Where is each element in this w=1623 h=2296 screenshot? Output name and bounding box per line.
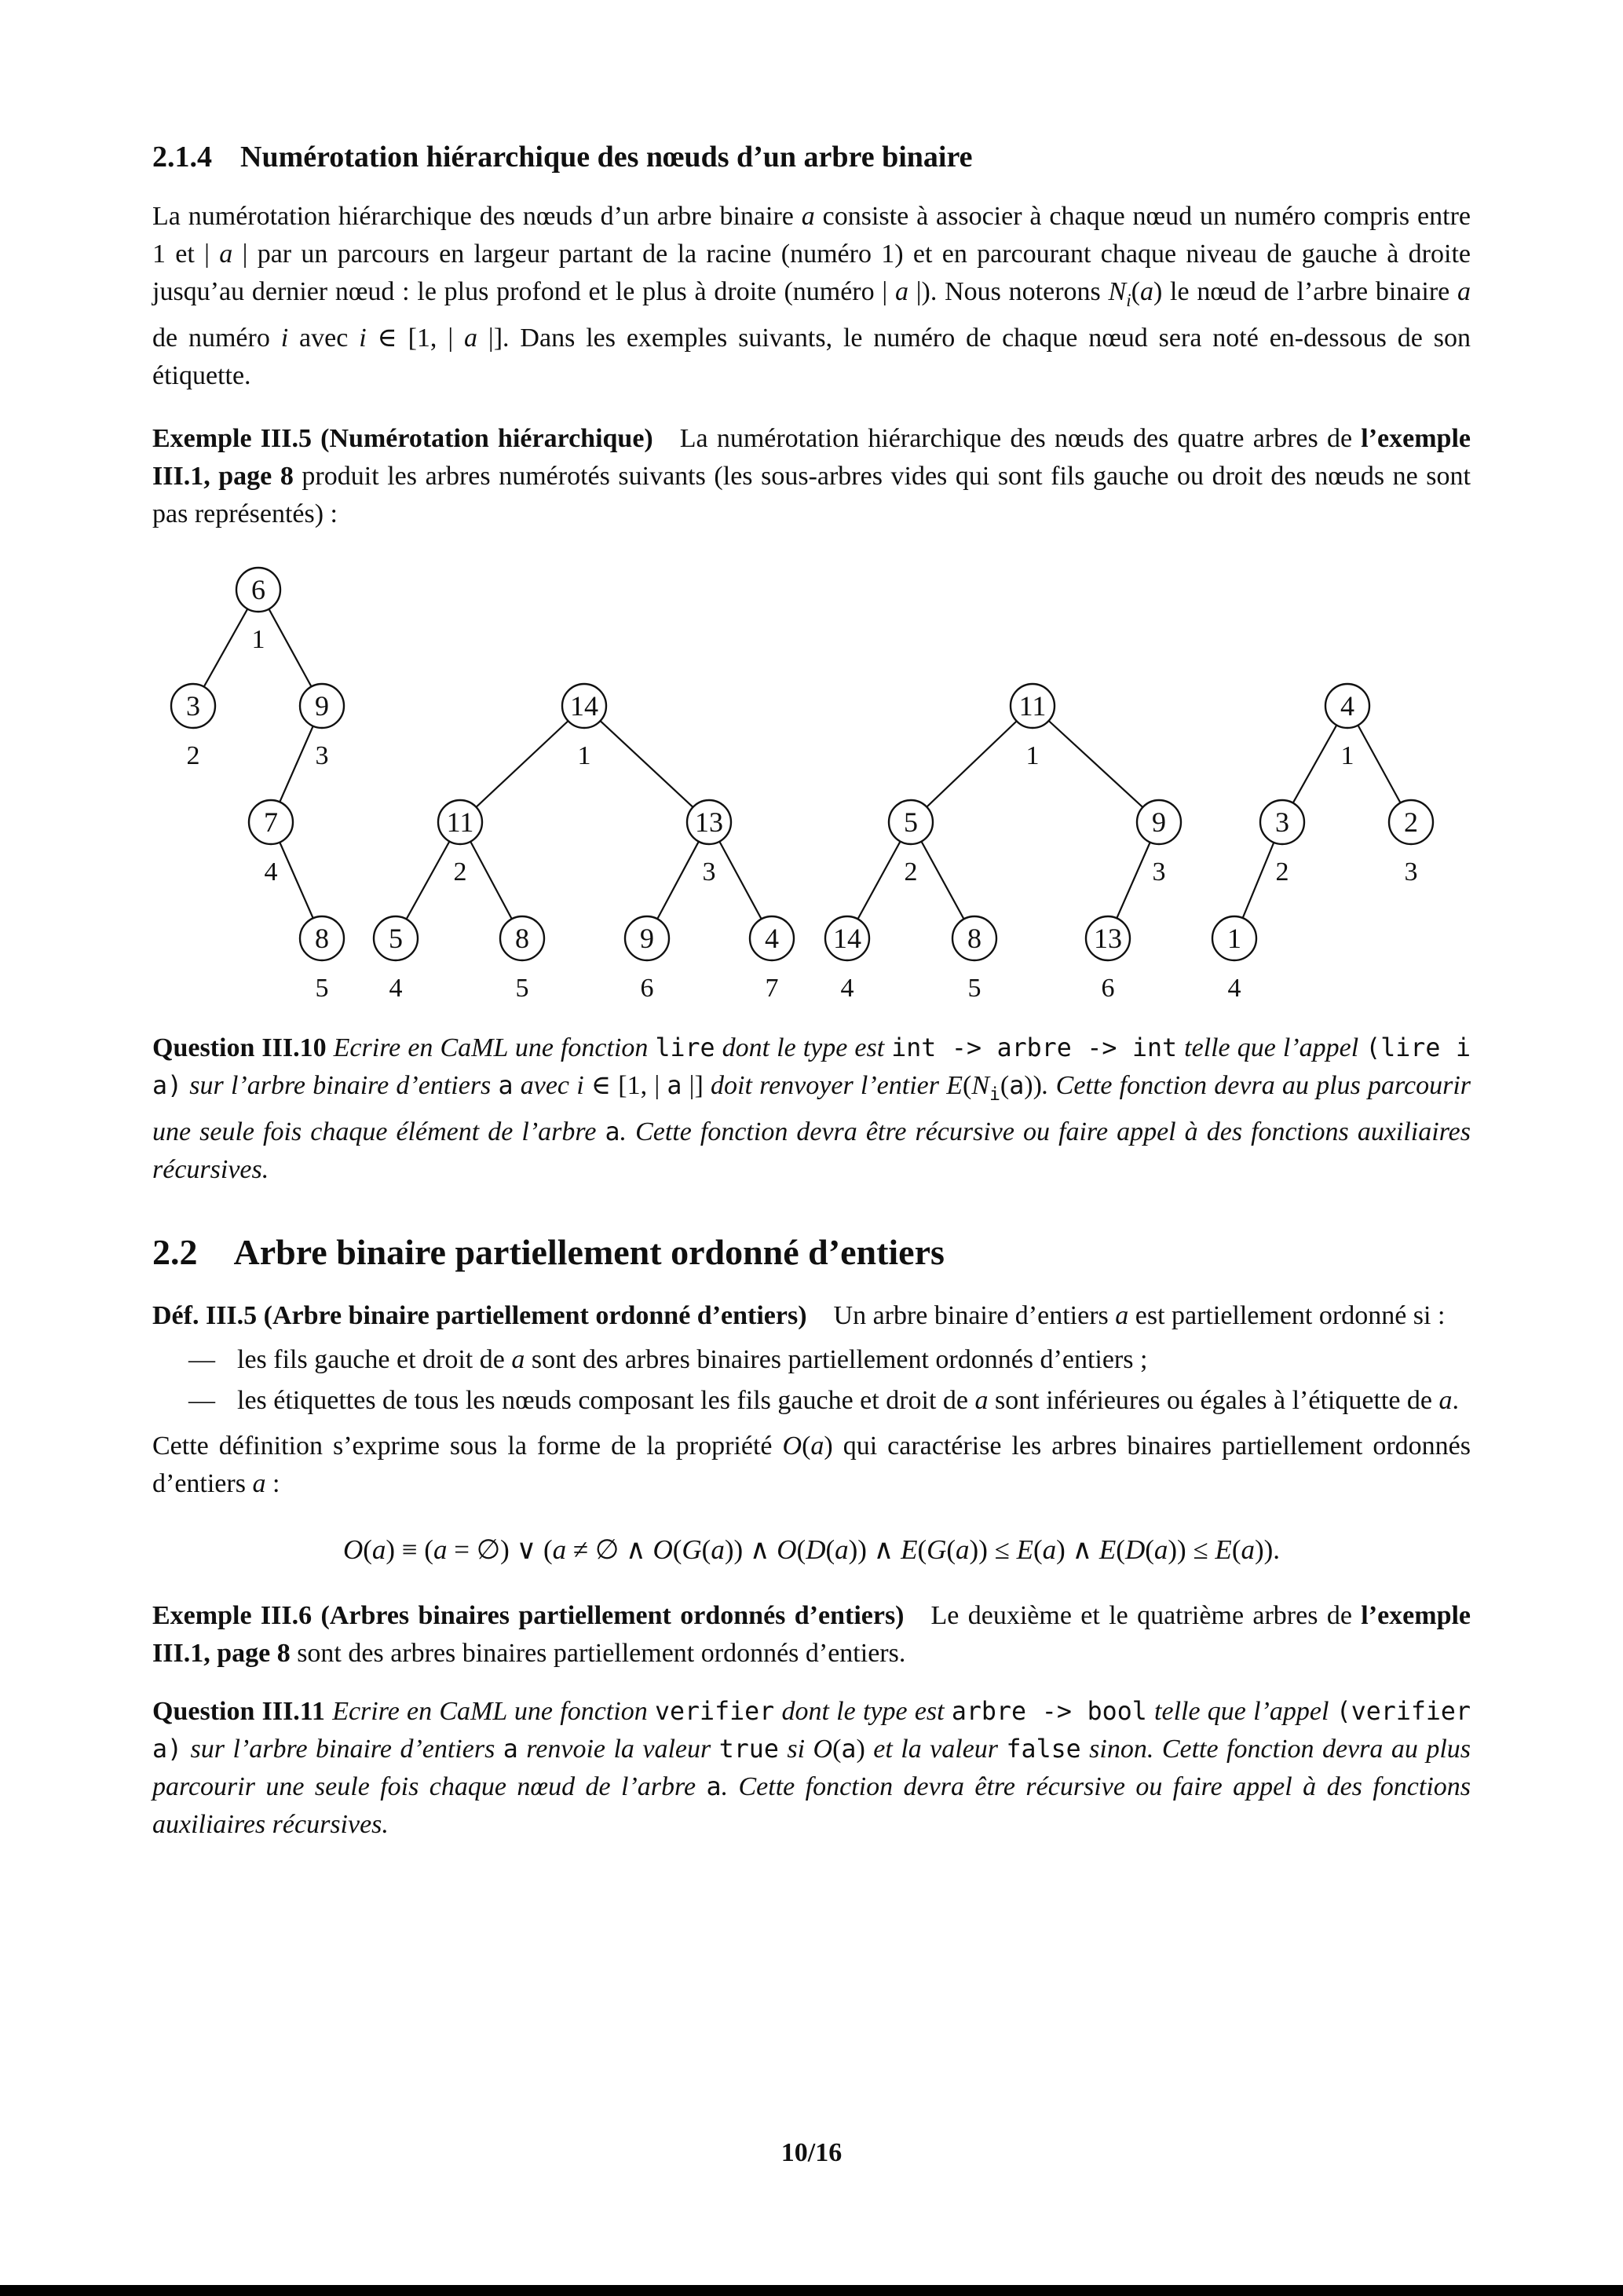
formula-partial-order bbox=[152, 1531, 1471, 1569]
text-run: a bbox=[219, 239, 233, 269]
paragraph-exemple-iii5 bbox=[152, 420, 1471, 533]
tree-node-label: 5 bbox=[904, 806, 918, 838]
text-run: a bbox=[1241, 1534, 1255, 1565]
definition-list bbox=[152, 1341, 1471, 1420]
text-run: a bbox=[1438, 1385, 1453, 1415]
text-run: et la valeur bbox=[865, 1734, 1007, 1764]
text-run: ) bbox=[856, 1734, 865, 1764]
text-run: est partiellement ordonné si : bbox=[1128, 1300, 1446, 1330]
text-run: lire bbox=[655, 1033, 715, 1062]
text-run: ( bbox=[1145, 1534, 1154, 1565]
text-run: i bbox=[576, 1070, 584, 1100]
text-run: La numérotation hiérarchique des nœuds des quatre arbres de bbox=[652, 423, 1362, 453]
text-run: true bbox=[718, 1735, 779, 1764]
binary-tree-2 bbox=[374, 684, 794, 1003]
tree-node-label: 14 bbox=[833, 922, 861, 954]
paragraph-intro bbox=[152, 198, 1471, 395]
text-run: ( bbox=[672, 1534, 682, 1565]
text-run: a bbox=[511, 1344, 525, 1374]
section-number: 2.2 bbox=[152, 1231, 198, 1272]
tree-edge bbox=[1033, 706, 1159, 822]
tree-node-label: 4 bbox=[1340, 689, 1354, 722]
tree-node-number: 3 bbox=[1152, 857, 1166, 887]
list-item bbox=[152, 1382, 1471, 1420]
binary-tree-1 bbox=[171, 568, 344, 1003]
paragraph-def-iii5 bbox=[152, 1297, 1471, 1335]
text-run: renvoie la valeur bbox=[517, 1734, 719, 1764]
text-run: O bbox=[813, 1734, 833, 1764]
binary-tree-4 bbox=[1212, 684, 1433, 1003]
text-run: avec bbox=[513, 1070, 577, 1100]
list-item bbox=[152, 1341, 1471, 1379]
text-run: i bbox=[280, 323, 289, 353]
text-run: )) ∧ bbox=[848, 1534, 901, 1565]
text-run: Dans les exemples suivants, le numéro de chaque nœud sera noté en-dessous de son étiquette. bbox=[152, 323, 1471, 390]
text-run: a bbox=[706, 1772, 722, 1801]
tree-node-number: 4 bbox=[840, 973, 854, 1003]
tree-node-label: 11 bbox=[446, 806, 474, 838]
tree-node-number: 5 bbox=[315, 973, 329, 1003]
text-run: Un arbre binaire d’entiers bbox=[806, 1300, 1116, 1330]
text-run: a bbox=[667, 1071, 682, 1100]
text-run: i bbox=[359, 323, 367, 353]
text-run: a bbox=[841, 1735, 857, 1764]
section-title: Arbre binaire partiellement ordonné d’entiers bbox=[233, 1231, 945, 1272]
text-run: sur l’arbre binaire d’entiers bbox=[182, 1734, 503, 1764]
text-run: )) ≤ bbox=[1168, 1534, 1215, 1565]
text-run: ). Nous noterons bbox=[921, 277, 1109, 306]
text-run: a bbox=[1153, 1534, 1168, 1565]
text-run: l’exemple III.1, page 8 bbox=[152, 1600, 1471, 1668]
text-run: ( bbox=[1231, 1534, 1241, 1565]
paragraph-exemple-iii6 bbox=[152, 1597, 1471, 1673]
text-run: | bbox=[477, 323, 494, 353]
text-run: a bbox=[711, 1534, 725, 1565]
tree-node-number: 1 bbox=[1340, 740, 1354, 770]
text-run: telle que l’appel bbox=[1177, 1033, 1366, 1062]
text-run: a bbox=[1139, 277, 1153, 306]
text-run: de numéro bbox=[152, 323, 281, 353]
tree-node-label: 8 bbox=[315, 922, 329, 954]
tree-node-number: 5 bbox=[515, 973, 529, 1003]
tree-node-label: 3 bbox=[1275, 806, 1289, 838]
text-run: dont le type est bbox=[715, 1033, 892, 1062]
text-run: telle que l’appel bbox=[1146, 1696, 1336, 1726]
tree-node-number: 4 bbox=[389, 973, 403, 1003]
tree-node-number: 2 bbox=[186, 740, 200, 770]
section-title: Numérotation hiérarchique des nœuds d’un arbre binaire bbox=[240, 141, 973, 174]
text-run: ]. bbox=[493, 323, 510, 353]
text-run: verifier bbox=[654, 1697, 775, 1726]
text-run: ( bbox=[917, 1534, 927, 1565]
tree-node-number: 5 bbox=[967, 973, 981, 1003]
list-item-text bbox=[237, 1382, 1471, 1420]
text-run: ( bbox=[802, 1431, 811, 1461]
tree-node-label: 6 bbox=[251, 573, 265, 605]
text-run: E bbox=[946, 1070, 963, 1100]
tree-node-number: 4 bbox=[1227, 973, 1241, 1003]
tree-node-number: 3 bbox=[1404, 857, 1418, 887]
text-run: ( bbox=[946, 1534, 956, 1565]
text-run: ( bbox=[1131, 277, 1140, 306]
text-run: i bbox=[1126, 290, 1131, 311]
tree-node-label: 5 bbox=[389, 922, 403, 954]
text-run: a bbox=[252, 1468, 266, 1498]
text-run: Question III.10 bbox=[152, 1033, 327, 1062]
section-number: 2.1.4 bbox=[152, 141, 212, 174]
text-run: )) ∧ bbox=[724, 1534, 777, 1565]
paragraph-question-iii10 bbox=[152, 1029, 1471, 1189]
text-run: a bbox=[974, 1385, 989, 1415]
text-run: par un parcours en largeur partant de la racine (numéro 1) et en parcourant chaque niveau de gauche à droite jusqu’au dernier nœud : le plus profond et le plus à droite (numéro bbox=[152, 239, 1471, 306]
text-run: arbre -> bool bbox=[951, 1697, 1147, 1726]
text-run: consiste à associer à chaque nœud un numéro compris entre 1 et bbox=[152, 202, 1471, 269]
text-run: ( bbox=[796, 1534, 806, 1565]
tree-node-number: 1 bbox=[577, 740, 591, 770]
tree-node-number: 6 bbox=[640, 973, 654, 1003]
text-run: sont des arbres binaires partiellement ordonnés d’entiers ; bbox=[525, 1344, 1148, 1374]
text-run: i bbox=[989, 1084, 1000, 1105]
text-run: Le deuxième et le quatrième arbres de bbox=[904, 1600, 1362, 1630]
text-run: G bbox=[927, 1534, 947, 1565]
tree-node-number: 6 bbox=[1101, 973, 1115, 1003]
text-run: | bbox=[682, 1070, 695, 1100]
text-run: a bbox=[810, 1431, 824, 1461]
tree-node-number: 3 bbox=[315, 740, 329, 770]
text-run: les étiquettes de tous les nœuds composant les fils gauche et droit de bbox=[237, 1385, 975, 1415]
text-run: = ∅) ∨ ( bbox=[447, 1534, 553, 1565]
text-run: sont inférieures ou égales à l’étiquette de bbox=[988, 1385, 1439, 1415]
trees-figure bbox=[152, 543, 1471, 1017]
text-run: a bbox=[1115, 1300, 1129, 1330]
text-run: a bbox=[498, 1071, 514, 1100]
tree-node-label: 2 bbox=[1404, 806, 1418, 838]
section-heading-2-1-4 bbox=[152, 140, 1471, 174]
tree-node-label: 3 bbox=[186, 689, 200, 722]
text-run: )). bbox=[1254, 1534, 1281, 1565]
text-run: | bbox=[448, 323, 465, 353]
tree-node-number: 3 bbox=[702, 857, 716, 887]
tree-node-label: 14 bbox=[570, 689, 598, 722]
text-run: produit les arbres numérotés suivants (les sous-arbres vides qui sont fils gauche ou droit des nœuds ne sont pas représentés) : bbox=[152, 461, 1471, 528]
text-run: Question III.11 bbox=[152, 1696, 325, 1726]
tree-edge bbox=[911, 706, 1033, 822]
text-run: a bbox=[371, 1534, 386, 1565]
paragraph-cette-definition bbox=[152, 1428, 1471, 1503]
page-bottom-edge bbox=[0, 2285, 1623, 2296]
tree-node-label: 9 bbox=[640, 922, 654, 954]
text-run: G bbox=[682, 1534, 702, 1565]
tree-node-label: 9 bbox=[1152, 806, 1166, 838]
text-run: | bbox=[908, 277, 922, 306]
text-run: . bbox=[1452, 1385, 1460, 1415]
text-run: a bbox=[835, 1534, 849, 1565]
text-run: Ecrire en CaML une fonction bbox=[324, 1696, 655, 1726]
text-run: N bbox=[971, 1070, 989, 1100]
text-run: D bbox=[806, 1534, 826, 1565]
list-item-text bbox=[237, 1341, 1471, 1379]
text-run: E bbox=[1016, 1534, 1033, 1565]
text-run: a bbox=[894, 277, 908, 306]
text-run: O bbox=[782, 1431, 802, 1461]
tree-node-number: 2 bbox=[453, 857, 467, 887]
text-run: Ecrire en CaML une fonction bbox=[326, 1033, 656, 1062]
tree-edge bbox=[584, 706, 709, 822]
text-run: sont des arbres binaires partiellement ordonnés d’entiers. bbox=[290, 1638, 906, 1668]
text-run: ( bbox=[701, 1534, 711, 1565]
text-run: a bbox=[464, 323, 478, 353]
text-run: O bbox=[342, 1534, 364, 1565]
text-run: Exemple III.6 (Arbres binaires partiellement ordonnés d’entiers) bbox=[152, 1600, 905, 1630]
tree-node-label: 9 bbox=[315, 689, 329, 722]
text-run: ( bbox=[1033, 1534, 1043, 1565]
text-run: ) bbox=[824, 1431, 833, 1461]
text-run: )) ≤ bbox=[969, 1534, 1017, 1565]
text-run: D bbox=[1124, 1534, 1146, 1565]
text-run: dont le type est bbox=[774, 1696, 952, 1726]
binary-tree-3 bbox=[825, 684, 1181, 1003]
text-run: ( bbox=[1000, 1070, 1010, 1100]
tree-node-number: 2 bbox=[904, 857, 918, 887]
text-run: l’exemple III.1, page 8 bbox=[152, 423, 1471, 491]
tree-node-label: 13 bbox=[695, 806, 723, 838]
text-run: E bbox=[901, 1534, 918, 1565]
tree-node-label: 8 bbox=[515, 922, 529, 954]
text-run: ) bbox=[1153, 277, 1163, 306]
text-run: Déf. III.5 (Arbre binaire partiellement ordonné d’entiers) bbox=[152, 1300, 807, 1330]
tree-node-number: 7 bbox=[765, 973, 779, 1003]
text-run: ( bbox=[832, 1734, 842, 1764]
text-run: ( bbox=[363, 1534, 372, 1565]
text-run: int -> arbre -> int bbox=[891, 1033, 1178, 1062]
text-run: sinon. Cette fonction devra au plus parcourir une seule fois chaque nœud de l’arbre bbox=[152, 1734, 1471, 1801]
text-run: ( bbox=[825, 1534, 835, 1565]
text-run: ≠ ∅ ∧ bbox=[566, 1534, 653, 1565]
text-run: E bbox=[1215, 1534, 1232, 1565]
text-run: le nœud de l’arbre binaire bbox=[1162, 277, 1457, 306]
text-run: ] bbox=[694, 1070, 711, 1100]
section-heading-2-2 bbox=[152, 1231, 1471, 1274]
paragraph-question-iii11 bbox=[152, 1693, 1471, 1844]
text-run: Exemple III.5 (Numérotation hiérarchique) bbox=[152, 423, 653, 453]
text-run: . Cette fonction devra au plus parcourir une seule fois chaque élément de l’arbre bbox=[152, 1070, 1471, 1146]
text-run: a bbox=[433, 1534, 448, 1565]
page-number: 10/16 bbox=[780, 2138, 843, 2167]
text-run: a bbox=[503, 1735, 518, 1764]
text-run: ( bbox=[1116, 1534, 1125, 1565]
text-run: La numérotation hiérarchique des nœuds d’un arbre binaire bbox=[152, 202, 802, 231]
text-run: ) ∧ bbox=[1056, 1534, 1099, 1565]
text-run: | bbox=[232, 239, 248, 269]
text-run: a bbox=[956, 1534, 970, 1565]
dash-marker: — bbox=[188, 1385, 215, 1415]
text-run: ∈ [1, bbox=[583, 1070, 655, 1100]
tree-node-label: 4 bbox=[765, 922, 779, 954]
dash-marker: — bbox=[188, 1344, 215, 1374]
text-run: qui caractérise les arbres binaires partiellement ordonnés d’entiers bbox=[152, 1431, 1471, 1498]
text-run: a bbox=[1042, 1534, 1057, 1565]
tree-node-number: 2 bbox=[1275, 857, 1289, 887]
text-run: Cette définition s’exprime sous la forme de la propriété bbox=[152, 1431, 783, 1461]
text-run: ( bbox=[962, 1070, 972, 1100]
text-run: doit renvoyer l’entier bbox=[711, 1070, 947, 1100]
text-run: E bbox=[1098, 1534, 1117, 1565]
tree-node-label: 7 bbox=[264, 806, 278, 838]
text-run: )) bbox=[1024, 1070, 1042, 1100]
text-run: a bbox=[801, 202, 815, 231]
text-run: a bbox=[1457, 277, 1471, 306]
text-run: | bbox=[654, 1070, 667, 1100]
tree-node-label: 13 bbox=[1094, 922, 1122, 954]
text-run: si bbox=[778, 1734, 813, 1764]
text-run: a bbox=[552, 1534, 567, 1565]
text-run: ) ≡ ( bbox=[386, 1534, 433, 1565]
text-run: a bbox=[1009, 1071, 1025, 1100]
tree-node-number: 1 bbox=[1025, 740, 1040, 770]
text-run: . Cette fonction devra être récursive ou faire appel à des fonctions auxiliaires récursives. bbox=[152, 1771, 1471, 1839]
text-run: ∈ [1, bbox=[366, 323, 448, 353]
tree-node-label: 1 bbox=[1227, 922, 1241, 954]
text-run: avec bbox=[288, 323, 360, 353]
text-run: O bbox=[652, 1534, 673, 1565]
tree-edge bbox=[460, 706, 584, 822]
text-run: | bbox=[204, 239, 220, 269]
tree-node-number: 1 bbox=[251, 624, 265, 654]
text-run: sur l’arbre binaire d’entiers bbox=[182, 1070, 499, 1100]
text-run: . Cette fonction devra être récursive ou faire appel à des fonctions auxiliaires récursives. bbox=[152, 1117, 1471, 1184]
text-run: les fils gauche et droit de bbox=[237, 1344, 512, 1374]
text-run: (verifier a) bbox=[152, 1697, 1471, 1764]
text-run: | bbox=[882, 277, 895, 306]
text-run: O bbox=[777, 1534, 797, 1565]
tree-node-label: 11 bbox=[1018, 689, 1047, 722]
text-run: N bbox=[1108, 277, 1127, 306]
text-run: false bbox=[1006, 1735, 1081, 1764]
text-run: a bbox=[605, 1117, 620, 1146]
text-run: : bbox=[265, 1468, 280, 1498]
text-run: (lire i a) bbox=[152, 1033, 1471, 1100]
tree-node-number: 4 bbox=[264, 857, 278, 887]
trees-figure-svg bbox=[152, 543, 1471, 1017]
tree-node-label: 8 bbox=[967, 922, 981, 954]
